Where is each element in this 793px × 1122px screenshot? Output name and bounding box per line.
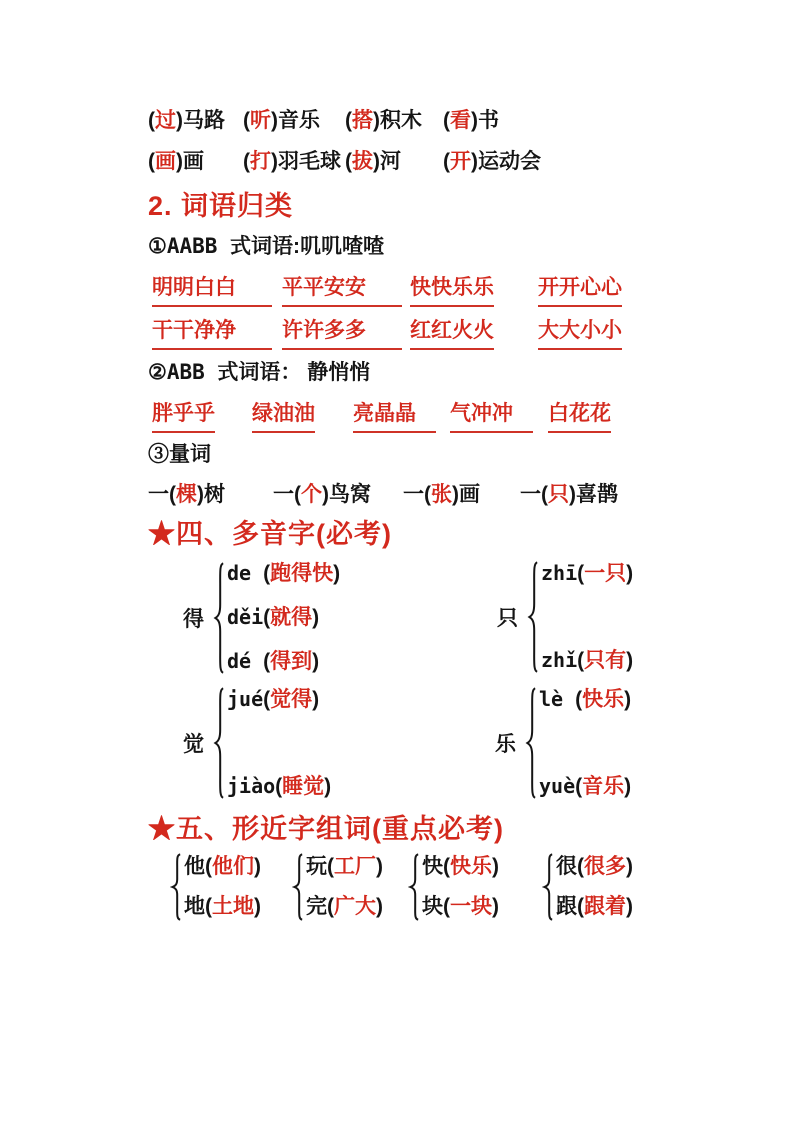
phrase-text: )积木 <box>373 109 422 132</box>
phrase-item <box>243 145 341 175</box>
phrase-text: )书 <box>471 109 499 132</box>
aabb-word: 明明白白 <box>152 271 272 307</box>
heading-text: ★四、多音字(必考) <box>148 519 392 549</box>
similar-item <box>306 894 383 920</box>
label-text: ③量词 <box>148 443 211 466</box>
paren-text: ( <box>345 109 352 132</box>
phrase-item <box>148 104 225 134</box>
curly-brace-icon <box>525 686 537 800</box>
pinyin: děi <box>227 605 264 629</box>
similar-item <box>556 854 633 880</box>
similar-item <box>306 854 383 880</box>
paren-text: ) <box>492 855 499 878</box>
paren-text: ( <box>345 150 352 173</box>
red-char: 听 <box>250 109 271 132</box>
similar-group-1 <box>170 853 261 921</box>
pattern-letters: AABB <box>166 234 231 258</box>
paren-text: ) <box>254 895 261 918</box>
char-text: 地( <box>184 895 212 918</box>
phrase-item <box>345 145 401 175</box>
section-heading-polyphones <box>148 512 392 549</box>
red-word: 工厂 <box>334 855 376 878</box>
paren-text: ) <box>376 855 383 878</box>
abb-word: 白花花 <box>548 397 611 433</box>
char-text: 他( <box>184 855 212 878</box>
paren-text: ( <box>263 606 271 629</box>
paren-text: ( <box>243 150 250 173</box>
measure-word-item <box>273 478 371 508</box>
red-char: 过 <box>155 109 176 132</box>
measure-word-item <box>520 478 618 508</box>
abb-word: 胖乎乎 <box>152 397 215 433</box>
phrase-item <box>443 145 541 175</box>
phrase-item <box>243 104 320 134</box>
red-word: 得到 <box>270 650 313 673</box>
paren-text: ( <box>148 109 155 132</box>
similar-item <box>556 894 633 920</box>
paren-text: ( <box>263 688 271 711</box>
paren-text: ( <box>275 775 283 798</box>
red-word: 土地 <box>212 895 254 918</box>
red-char: 拔 <box>352 150 373 173</box>
paren-text: ) <box>254 855 261 878</box>
polyphone-reading <box>541 560 633 587</box>
red-char: 棵 <box>176 483 197 506</box>
measure-word-item <box>148 478 225 508</box>
paren-text: ( <box>263 562 271 585</box>
phrase-text: 一( <box>273 483 301 506</box>
phrase-text: )羽毛球 <box>271 150 341 173</box>
polyphone-reading <box>539 686 631 713</box>
polyphone-group-jue <box>183 686 331 800</box>
polyphone-reading <box>227 773 331 800</box>
phrase-text: )运动会 <box>471 150 541 173</box>
similar-items <box>184 854 261 920</box>
pinyin: dé <box>227 649 264 673</box>
phrase-text: )画 <box>176 150 204 173</box>
paren-text: ) <box>312 688 320 711</box>
red-word: 快乐 <box>582 688 625 711</box>
red-word: 跑得快 <box>270 562 334 585</box>
paren-text: ) <box>626 895 633 918</box>
polyphone-readings <box>227 686 331 800</box>
polyphone-readings <box>539 686 631 800</box>
char-text: 玩( <box>306 855 334 878</box>
red-char: 个 <box>301 483 322 506</box>
curly-brace-icon <box>213 686 225 800</box>
paren-text: ) <box>624 775 632 798</box>
phrase-item <box>443 104 499 134</box>
phrase-text: )鸟窝 <box>322 483 371 506</box>
char-text: 块( <box>422 895 450 918</box>
polyphone-group-zhi <box>497 560 633 674</box>
paren-text: ( <box>263 650 271 673</box>
paren-text: ( <box>577 562 585 585</box>
phrase-text: 一( <box>148 483 176 506</box>
aabb-word: 平平安安 <box>282 271 402 307</box>
red-word: 音乐 <box>582 775 625 798</box>
abb-word: 气冲冲 <box>450 397 533 433</box>
section-heading-word-categories <box>148 184 294 221</box>
phrase-item <box>345 104 422 134</box>
char-text: 完( <box>306 895 334 918</box>
paren-text: ) <box>626 649 634 672</box>
curly-brace-icon <box>170 853 182 921</box>
red-word: 快乐 <box>450 855 492 878</box>
red-char: 画 <box>155 150 176 173</box>
polyphone-readings <box>227 560 340 675</box>
measure-word-label <box>148 438 211 470</box>
abb-word: 绿油油 <box>252 397 315 433</box>
red-char: 打 <box>250 150 271 173</box>
paren-text: ) <box>324 775 332 798</box>
paren-text: ( <box>443 109 450 132</box>
paren-text: ( <box>443 150 450 173</box>
similar-items <box>422 854 499 920</box>
phrase-text: )马路 <box>176 109 225 132</box>
polyphone-reading <box>541 647 633 674</box>
red-word: 跟着 <box>584 895 626 918</box>
polyphone-group-de <box>183 560 340 675</box>
paren-text: ( <box>148 150 155 173</box>
phrase-text: )画 <box>452 483 480 506</box>
pinyin: de <box>227 561 264 585</box>
polyphone-reading <box>227 560 340 587</box>
heading-text: ★五、形近字组词(重点必考) <box>148 814 504 844</box>
section-heading-similar-chars <box>148 807 504 844</box>
pattern-letters: ABB <box>166 360 218 384</box>
polyphone-reading <box>227 648 340 675</box>
paren-text: ) <box>626 855 633 878</box>
red-word: 很多 <box>584 855 626 878</box>
paren-text: ( <box>575 688 583 711</box>
paren-text: ) <box>312 650 320 673</box>
pinyin: jué <box>227 687 264 711</box>
phrase-text: 一( <box>520 483 548 506</box>
aabb-word: 干干净净 <box>152 314 272 350</box>
polyphone-reading <box>227 604 340 631</box>
aabb-word: 红红火火 <box>410 314 494 350</box>
polyphone-readings <box>541 560 633 674</box>
heading-text: 2. 词语归类 <box>148 191 294 221</box>
char-text: 快( <box>422 855 450 878</box>
red-char: 只 <box>548 483 569 506</box>
measure-word-item <box>403 478 480 508</box>
paren-text: ( <box>243 109 250 132</box>
red-word: 他们 <box>212 855 254 878</box>
curly-brace-icon <box>542 853 554 921</box>
phrase-text: 一( <box>403 483 431 506</box>
polyphone-char: 得 <box>183 607 204 631</box>
pinyin: yuè <box>539 774 576 798</box>
paren-text: ) <box>312 606 320 629</box>
similar-item <box>422 854 499 880</box>
paren-text: ) <box>333 562 341 585</box>
red-word: 只有 <box>584 649 627 672</box>
similar-group-4 <box>542 853 633 921</box>
red-char: 看 <box>450 109 471 132</box>
pinyin: jiào <box>227 774 276 798</box>
pinyin: zhǐ <box>541 648 578 672</box>
char-text: 很( <box>556 855 584 878</box>
red-word: 广大 <box>334 895 376 918</box>
red-word: 一只 <box>584 562 627 585</box>
char-text: 跟( <box>556 895 584 918</box>
abb-word: 亮晶晶 <box>353 397 436 433</box>
phrase-text: )树 <box>197 483 225 506</box>
polyphone-char: 觉 <box>183 733 204 756</box>
red-char: 搭 <box>352 109 373 132</box>
curly-brace-icon <box>408 853 420 921</box>
curly-brace-icon <box>292 853 304 921</box>
similar-item <box>422 894 499 920</box>
label-text: 式词语:叽叽喳喳 <box>230 235 385 258</box>
similar-item <box>184 854 261 880</box>
paren-text: ( <box>575 775 583 798</box>
pinyin: lè <box>539 687 576 711</box>
paren-text: ) <box>626 562 634 585</box>
red-word: 一块 <box>450 895 492 918</box>
paren-text: ) <box>492 895 499 918</box>
curly-brace-icon <box>527 560 539 674</box>
label-text: 式词语： 静悄悄 <box>217 361 371 384</box>
curly-brace-icon <box>213 561 225 675</box>
circled-number: ① <box>148 235 167 258</box>
polyphone-group-le <box>495 686 631 800</box>
pinyin: zhī <box>541 561 578 585</box>
aabb-word: 大大小小 <box>538 314 622 350</box>
phrase-item <box>148 145 204 175</box>
aabb-word: 快快乐乐 <box>410 271 494 307</box>
red-word: 觉得 <box>270 688 313 711</box>
similar-group-2 <box>292 853 383 921</box>
red-char: 开 <box>450 150 471 173</box>
paren-text: ( <box>577 649 585 672</box>
similar-group-3 <box>408 853 499 921</box>
polyphone-reading <box>227 686 331 713</box>
phrase-text: )河 <box>373 150 401 173</box>
phrase-text: )音乐 <box>271 109 320 132</box>
polyphone-char: 只 <box>497 607 518 630</box>
paren-text: ) <box>624 688 632 711</box>
similar-item <box>184 894 261 920</box>
aabb-word: 许许多多 <box>282 314 402 350</box>
abb-label <box>148 356 370 388</box>
circled-number: ② <box>148 361 167 384</box>
similar-items <box>306 854 383 920</box>
phrase-text: )喜鹊 <box>569 483 618 506</box>
paren-text: ) <box>376 895 383 918</box>
aabb-label <box>148 230 384 262</box>
similar-items <box>556 854 633 920</box>
red-word: 睡觉 <box>282 775 325 798</box>
polyphone-char: 乐 <box>495 733 516 756</box>
red-word: 就得 <box>270 606 313 629</box>
aabb-word: 开开心心 <box>538 271 622 307</box>
polyphone-reading <box>539 773 631 800</box>
red-char: 张 <box>431 483 452 506</box>
